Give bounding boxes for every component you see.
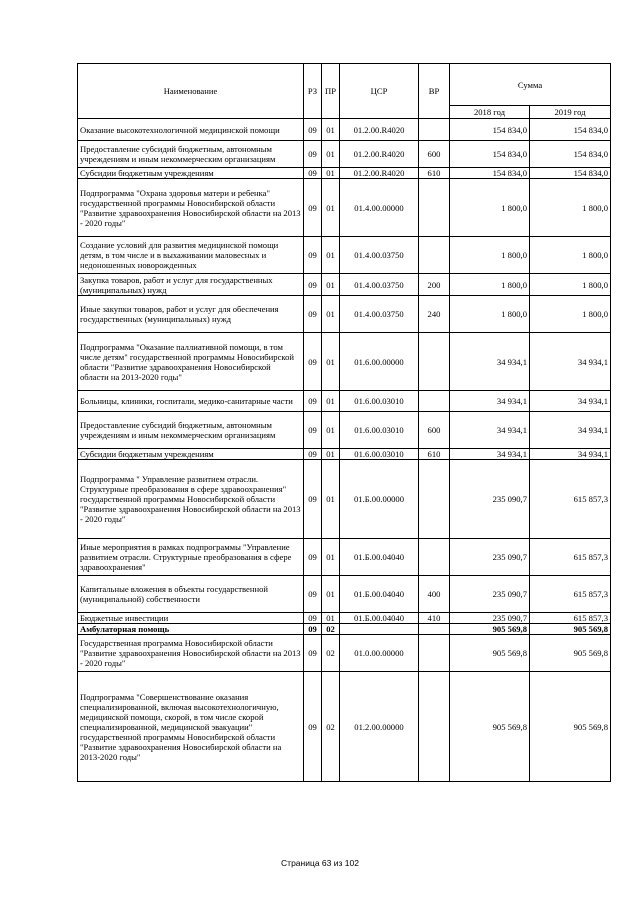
- row-pr: 01: [322, 333, 340, 391]
- row-sum-2019: 34 934,1: [530, 449, 611, 460]
- header-vr: ВР: [419, 64, 450, 119]
- row-name: Государственная программа Новосибирской области "Развитие здравоохранения Новосибирской области на 2013 - 2020 годы": [78, 635, 304, 672]
- row-rz: 09: [304, 576, 322, 613]
- row-vr: [419, 237, 450, 274]
- row-vr: [419, 539, 450, 576]
- row-name: Закупка товаров, работ и услуг для государственных (муниципальных) нужд: [78, 274, 304, 296]
- table-row: [78, 119, 611, 141]
- row-sum-2019: 905 569,8: [530, 624, 611, 635]
- row-sum-2019: 615 857,3: [530, 539, 611, 576]
- header-sum: Сумма: [450, 64, 611, 106]
- row-pr: 02: [322, 672, 340, 782]
- row-vr: 610: [419, 449, 450, 460]
- header-year-2018: 2018 год: [450, 106, 530, 119]
- row-csr: [340, 624, 419, 635]
- row-sum-2018: 154 834,0: [450, 168, 530, 179]
- page-footer: Страница 63 из 102: [281, 858, 359, 868]
- row-csr: 01.2.00.R4020: [340, 119, 419, 141]
- row-vr: 240: [419, 296, 450, 333]
- row-sum-2019: 905 569,8: [530, 672, 611, 782]
- row-csr: 01.0.00.00000: [340, 635, 419, 672]
- row-pr: 01: [322, 179, 340, 237]
- table-row: [78, 274, 611, 296]
- row-sum-2018: 235 090,7: [450, 460, 530, 539]
- row-pr: 01: [322, 539, 340, 576]
- row-name: Амбулаторная помощь: [78, 624, 304, 635]
- row-sum-2019: 154 834,0: [530, 119, 611, 141]
- row-vr: 610: [419, 168, 450, 179]
- table-row: [78, 168, 611, 179]
- row-name: Субсидии бюджетным учреждениям: [78, 168, 304, 179]
- row-pr: 01: [322, 119, 340, 141]
- row-pr: 02: [322, 635, 340, 672]
- row-rz: 09: [304, 613, 322, 624]
- row-sum-2018: 154 834,0: [450, 119, 530, 141]
- row-vr: 400: [419, 576, 450, 613]
- row-sum-2018: 905 569,8: [450, 672, 530, 782]
- row-vr: 600: [419, 141, 450, 168]
- row-sum-2019: 1 800,0: [530, 296, 611, 333]
- row-sum-2019: 34 934,1: [530, 391, 611, 412]
- row-csr: 01.Б.00.04040: [340, 613, 419, 624]
- row-rz: 09: [304, 624, 322, 635]
- row-sum-2018: 154 834,0: [450, 141, 530, 168]
- header-year-2019: 2019 год: [530, 106, 611, 119]
- row-csr: 01.6.00.03010: [340, 391, 419, 412]
- row-name: Субсидии бюджетным учреждениям: [78, 449, 304, 460]
- row-csr: 01.6.00.00000: [340, 333, 419, 391]
- row-pr: 01: [322, 237, 340, 274]
- table-row: [78, 179, 611, 237]
- row-csr: 01.Б.00.04040: [340, 539, 419, 576]
- row-rz: 09: [304, 539, 322, 576]
- header-pr: ПР: [322, 64, 340, 119]
- row-name: Предоставление субсидий бюджетным, автономным учреждениям и иным некоммерческим организациям: [78, 141, 304, 168]
- row-vr: [419, 624, 450, 635]
- row-name: Предоставление субсидий бюджетным, автономным учреждениям и иным некоммерческим организациям: [78, 412, 304, 449]
- table-row: [78, 635, 611, 672]
- row-sum-2018: 235 090,7: [450, 613, 530, 624]
- row-sum-2018: 34 934,1: [450, 449, 530, 460]
- row-sum-2019: 1 800,0: [530, 179, 611, 237]
- row-vr: [419, 333, 450, 391]
- row-rz: 09: [304, 672, 322, 782]
- row-sum-2018: 905 569,8: [450, 624, 530, 635]
- row-pr: 01: [322, 449, 340, 460]
- row-rz: 09: [304, 237, 322, 274]
- row-csr: 01.Б.00.00000: [340, 460, 419, 539]
- row-sum-2019: 34 934,1: [530, 412, 611, 449]
- row-rz: 09: [304, 274, 322, 296]
- row-pr: 01: [322, 274, 340, 296]
- row-sum-2019: 615 857,3: [530, 460, 611, 539]
- row-rz: 09: [304, 460, 322, 539]
- row-name: Подпрограмма "Совершенствование оказания специализированной, включая высокотехнологичную, медицинской помощи, скорой, в том числе скорой специализированной, медицинской эвакуации" государственной программы Новосибирской области "Развитие здравоохранения Новосибирской области на 2013-2020 годы": [78, 672, 304, 782]
- table-row: [78, 539, 611, 576]
- row-sum-2019: 34 934,1: [530, 333, 611, 391]
- row-sum-2018: 34 934,1: [450, 412, 530, 449]
- row-rz: 09: [304, 168, 322, 179]
- table-row: [78, 391, 611, 412]
- row-name: Капитальные вложения в объекты государственной (муниципальной) собственности: [78, 576, 304, 613]
- row-pr: 01: [322, 141, 340, 168]
- row-vr: [419, 179, 450, 237]
- row-sum-2018: 1 800,0: [450, 296, 530, 333]
- table-row: [78, 613, 611, 624]
- row-sum-2018: 235 090,7: [450, 539, 530, 576]
- table-row: [78, 624, 611, 635]
- row-sum-2019: 615 857,3: [530, 613, 611, 624]
- budget-table: [77, 63, 611, 782]
- row-vr: [419, 391, 450, 412]
- row-rz: 09: [304, 179, 322, 237]
- table-row: [78, 141, 611, 168]
- row-sum-2019: 1 800,0: [530, 274, 611, 296]
- header-csr: ЦСР: [340, 64, 419, 119]
- row-rz: 09: [304, 635, 322, 672]
- table-row: [78, 460, 611, 539]
- row-sum-2018: 34 934,1: [450, 333, 530, 391]
- row-csr: 01.4.00.03750: [340, 296, 419, 333]
- table-row: [78, 672, 611, 782]
- row-sum-2018: 1 800,0: [450, 179, 530, 237]
- row-name: Иные закупки товаров, работ и услуг для обеспечения государственных (муниципальных) нужд: [78, 296, 304, 333]
- table-header: [78, 64, 611, 119]
- row-csr: 01.Б.00.04040: [340, 576, 419, 613]
- row-name: Подпрограмма " Управление развитием отрасли. Структурные преобразования в сфере здравоохранения" государственной программы Новосибирской области "Развитие здравоохранения Новосибирской области на 2013 - 2020 годы": [78, 460, 304, 539]
- table-row: [78, 237, 611, 274]
- row-csr: 01.2.00.00000: [340, 672, 419, 782]
- row-vr: [419, 672, 450, 782]
- row-rz: 09: [304, 296, 322, 333]
- row-sum-2019: 615 857,3: [530, 576, 611, 613]
- row-pr: 01: [322, 296, 340, 333]
- row-csr: 01.2.00.R4020: [340, 141, 419, 168]
- header-rz: РЗ: [304, 64, 322, 119]
- row-sum-2019: 1 800,0: [530, 237, 611, 274]
- row-vr: 600: [419, 412, 450, 449]
- row-pr: 02: [322, 624, 340, 635]
- row-rz: 09: [304, 141, 322, 168]
- row-sum-2018: 905 569,8: [450, 635, 530, 672]
- row-csr: 01.4.00.03750: [340, 237, 419, 274]
- row-pr: 01: [322, 168, 340, 179]
- row-vr: [419, 460, 450, 539]
- row-name: Иные мероприятия в рамках подпрограммы "Управление развитием отрасли. Структурные преобразования в сфере здравоохранения": [78, 539, 304, 576]
- table-row: [78, 576, 611, 613]
- row-vr: 200: [419, 274, 450, 296]
- row-csr: 01.6.00.03010: [340, 412, 419, 449]
- row-sum-2018: 34 934,1: [450, 391, 530, 412]
- row-csr: 01.4.00.03750: [340, 274, 419, 296]
- row-pr: 01: [322, 460, 340, 539]
- table-row: [78, 296, 611, 333]
- row-name: Создание условий для развития медицинской помощи детям, в том числе и в выхаживании маловесных и недоношенных новорожденных: [78, 237, 304, 274]
- table-row: [78, 333, 611, 391]
- row-name: Бюджетные инвестиции: [78, 613, 304, 624]
- row-name: Подпрограмма "Охрана здоровья матери и ребенка" государственной программы Новосибирской области "Развитие здравоохранения Новосибирской области на 2013 - 2020 годы": [78, 179, 304, 237]
- row-vr: 410: [419, 613, 450, 624]
- row-pr: 01: [322, 412, 340, 449]
- row-vr: [419, 635, 450, 672]
- row-rz: 09: [304, 449, 322, 460]
- row-name: Подпрограмма "Оказание паллиативной помощи, в том числе детям" государственной программы Новосибирской области "Развитие здравоохранения Новосибирской области на 2013-2020 годы": [78, 333, 304, 391]
- row-sum-2019: 154 834,0: [530, 168, 611, 179]
- row-rz: 09: [304, 119, 322, 141]
- row-sum-2018: 1 800,0: [450, 237, 530, 274]
- table-body: [78, 119, 611, 782]
- row-sum-2018: 1 800,0: [450, 274, 530, 296]
- row-pr: 01: [322, 576, 340, 613]
- row-name: Оказание высокотехнологичной медицинской помощи: [78, 119, 304, 141]
- row-vr: [419, 119, 450, 141]
- row-rz: 09: [304, 391, 322, 412]
- row-csr: 01.2.00.R4020: [340, 168, 419, 179]
- row-pr: 01: [322, 391, 340, 412]
- row-pr: 01: [322, 613, 340, 624]
- row-rz: 09: [304, 333, 322, 391]
- row-name: Больницы, клиники, госпитали, медико-санитарные части: [78, 391, 304, 412]
- row-csr: 01.4.00.00000: [340, 179, 419, 237]
- row-rz: 09: [304, 412, 322, 449]
- table-row: [78, 412, 611, 449]
- row-sum-2019: 905 569,8: [530, 635, 611, 672]
- row-sum-2018: 235 090,7: [450, 576, 530, 613]
- header-name: Наименование: [78, 64, 304, 119]
- row-sum-2019: 154 834,0: [530, 141, 611, 168]
- table-row: [78, 449, 611, 460]
- row-csr: 01.6.00.03010: [340, 449, 419, 460]
